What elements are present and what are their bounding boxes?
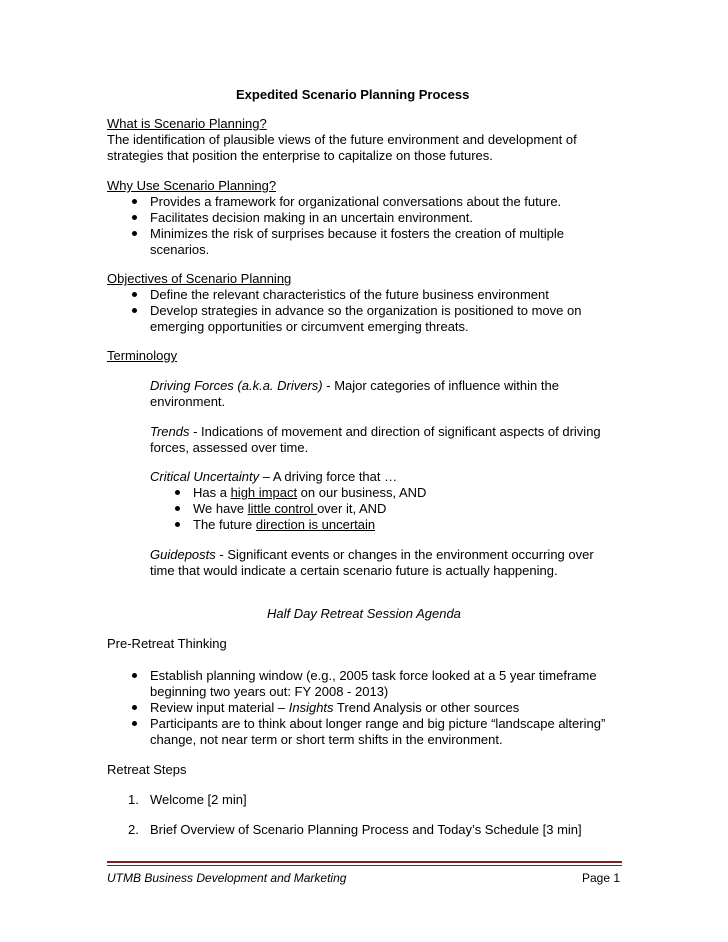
- critical-bullet-3-underlined: direction is uncertain: [255, 517, 376, 532]
- critical-uncertainty-definition: – A driving force that …: [259, 469, 398, 484]
- pre-retreat-heading: Pre-Retreat Thinking: [107, 636, 227, 651]
- guideposts-term: Guideposts: [150, 547, 216, 562]
- objectives-heading: Objectives of Scenario Planning: [107, 271, 292, 286]
- footer-rule-thick: [107, 861, 622, 863]
- why-heading: Why Use Scenario Planning?: [107, 178, 277, 193]
- objectives-bullet-2-line-1: Develop strategies in advance so the organization is positioned to move on: [150, 303, 582, 318]
- pre-retreat-bullet-2-post: Trend Analysis or other sources: [333, 700, 520, 715]
- guideposts-line-2: time that would indicate a certain scenario future is actually happening.: [150, 563, 558, 578]
- critical-uncertainty-line: [150, 469, 397, 485]
- what-line-2: strategies that position the enterprise to capitalize on those futures.: [107, 148, 493, 163]
- critical-bullet-2-post: over it, AND: [317, 501, 387, 516]
- driving-forces-term: Driving Forces (a.k.a. Drivers): [150, 378, 323, 393]
- step-2-number: 2.: [128, 822, 139, 837]
- trends-line-1: [150, 424, 601, 440]
- pre-retreat-bullet-3-line-2: change, not near term or short term shifts in the environment.: [150, 732, 503, 747]
- what-line-1: The identification of plausible views of the future environment and development of: [107, 132, 577, 147]
- retreat-steps-heading: Retreat Steps: [107, 762, 187, 777]
- critical-bullet-1-underlined: high impact: [230, 485, 298, 500]
- footer-left: UTMB Business Development and Marketing: [107, 871, 347, 885]
- page-title: Expedited Scenario Planning Process: [236, 87, 470, 102]
- trends-term: Trends: [150, 424, 190, 439]
- bullet-icon: [132, 292, 137, 297]
- bullet-icon: [132, 199, 137, 204]
- critical-bullet-2-underlined: little control: [247, 501, 318, 516]
- critical-bullet-3: [193, 517, 375, 533]
- pre-retreat-bullet-2: [150, 700, 519, 716]
- pre-retreat-bullet-3-line-1: Participants are to think about longer range and big picture “landscape altering”: [150, 716, 606, 731]
- driving-forces-definition: - Major categories of influence within the: [322, 378, 559, 393]
- pre-retreat-bullet-2-italic: Insights: [288, 700, 334, 715]
- trends-definition: - Indications of movement and direction of significant aspects of driving: [189, 424, 601, 439]
- why-bullet-2: Facilitates decision making in an uncertain environment.: [150, 210, 474, 225]
- bullet-icon: [132, 231, 137, 236]
- bullet-icon: [132, 215, 137, 220]
- pre-retreat-bullet-1-line-1: Establish planning window (e.g., 2005 task force looked at a 5 year timeframe: [150, 668, 597, 683]
- critical-bullet-1: [193, 485, 426, 501]
- terminology-heading: Terminology: [107, 348, 178, 363]
- driving-forces-line-1: [150, 378, 559, 394]
- trends-line-2: forces, assessed over time.: [150, 440, 309, 455]
- bullet-icon: [132, 308, 137, 313]
- bullet-icon: [175, 522, 180, 527]
- why-bullet-1: Provides a framework for organizational conversations about the future.: [150, 194, 562, 209]
- critical-bullet-2-pre: We have: [193, 501, 248, 516]
- what-heading: What is Scenario Planning?: [107, 116, 267, 131]
- bullet-icon: [175, 490, 180, 495]
- bullet-icon: [132, 705, 137, 710]
- footer-rule-thin: [107, 865, 622, 866]
- pre-retreat-bullet-1-line-2: beginning two years out: FY 2008 - 2013): [150, 684, 389, 699]
- critical-bullet-1-post: on our business, AND: [297, 485, 427, 500]
- bullet-icon: [132, 673, 137, 678]
- pre-retreat-bullet-2-pre: Review input material –: [150, 700, 289, 715]
- why-bullet-3-line-1: Minimizes the risk of surprises because it fosters the creation of multiple: [150, 226, 565, 241]
- critical-uncertainty-term: Critical Uncertainty: [150, 469, 260, 484]
- agenda-heading: Half Day Retreat Session Agenda: [267, 606, 461, 621]
- bullet-icon: [132, 721, 137, 726]
- step-1-number: 1.: [128, 792, 139, 807]
- driving-forces-line-2: environment.: [150, 394, 226, 409]
- step-1: Welcome [2 min]: [150, 792, 247, 807]
- critical-bullet-3-pre: The future: [193, 517, 256, 532]
- guideposts-line-1: [150, 547, 594, 563]
- page-number: Page 1: [582, 871, 621, 885]
- guideposts-definition: - Significant events or changes in the environment occurring over: [215, 547, 594, 562]
- critical-bullet-2: [193, 501, 386, 517]
- critical-bullet-1-pre: Has a: [193, 485, 231, 500]
- why-bullet-3-line-2: scenarios.: [150, 242, 210, 257]
- bullet-icon: [175, 506, 180, 511]
- objectives-bullet-2-line-2: emerging opportunities or circumvent emerging threats.: [150, 319, 469, 334]
- step-2: Brief Overview of Scenario Planning Process and Today’s Schedule [3 min]: [150, 822, 582, 837]
- objectives-bullet-1: Define the relevant characteristics of the future business environment: [150, 287, 549, 302]
